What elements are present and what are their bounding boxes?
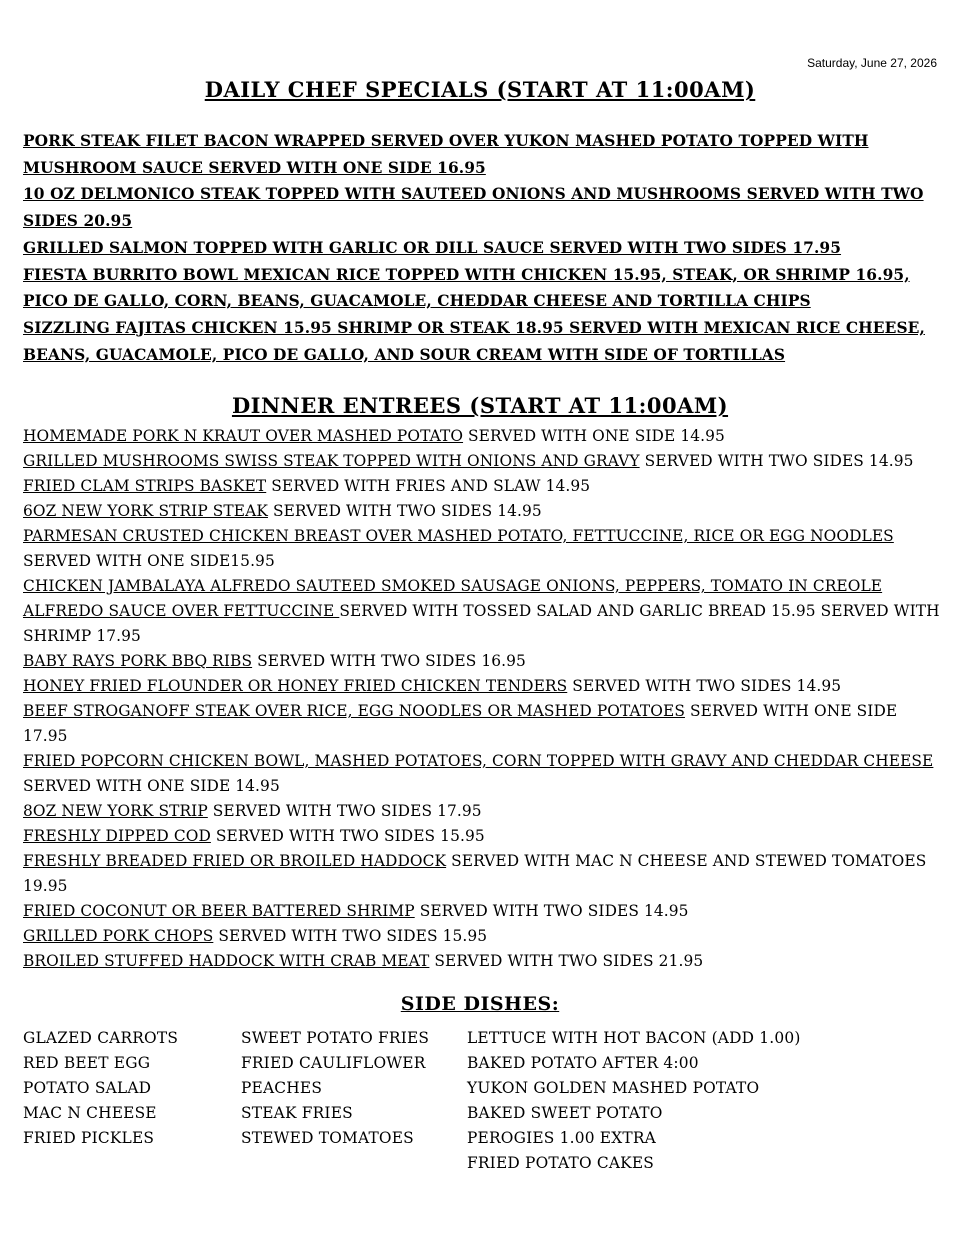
entree-detail: SERVED WITH TWO SIDES 14.95 <box>567 677 842 695</box>
entree-name: GRILLED PORK CHOPS <box>23 927 214 945</box>
entree-item <box>23 474 943 499</box>
side-item: POTATO SALAD <box>23 1079 152 1097</box>
specials-list <box>23 128 938 368</box>
entree-detail: SERVED WITH TOSSED SALAD AND GARLIC BREAD 15.95 SERVED WITH SHRIMP 17.95 <box>23 602 940 645</box>
entree-detail: SERVED WITH TWO SIDES 15.95 <box>213 927 488 945</box>
entree-detail: SERVED WITH TWO SIDES 15.95 <box>210 827 485 845</box>
sides-column-2 <box>241 1026 429 1151</box>
entree-item <box>23 424 943 449</box>
entree-item <box>23 574 943 649</box>
side-item: PEROGIES 1.00 EXTRA <box>467 1129 656 1147</box>
entree-item <box>23 749 943 799</box>
side-item: FRIED CAULIFLOWER <box>241 1054 426 1072</box>
special-item <box>23 128 938 181</box>
entrees-heading: DINNER ENTREES (START AT 11:00AM) <box>231 393 729 418</box>
entree-name: BABY RAYS PORK BBQ RIBS <box>23 652 253 670</box>
entree-name: FRESHLY BREADED FRIED OR BROILED HADDOCK <box>23 852 447 870</box>
side-item: BAKED POTATO AFTER 4:00 <box>467 1054 699 1072</box>
entree-item <box>23 449 943 474</box>
entree-detail: SERVED WITH TWO SIDES 14.95 <box>414 902 689 920</box>
side-item: MAC N CHEESE <box>23 1104 157 1122</box>
side-item: LETTUCE WITH HOT BACON (ADD 1.00) <box>467 1029 801 1047</box>
special-name: FIESTA BURRITO BOWL <box>23 265 239 284</box>
side-item: BAKED SWEET POTATO <box>467 1104 663 1122</box>
entree-detail: SERVED WITH TWO SIDES 16.95 <box>252 652 526 670</box>
entree-detail: SERVED WITH TWO SIDES 21.95 <box>429 952 704 970</box>
special-name: GRILLED SALMON TOPPED WITH GARLIC OR DILL SAUCE SERVED WITH TWO SIDES 17.95 <box>23 238 842 257</box>
entree-detail: SERVED WITH ONE SIDE15.95 <box>23 552 275 570</box>
side-item: PEACHES <box>241 1079 323 1097</box>
special-name: 10 OZ DELMONICO STEAK TOPPED WITH SAUTEED ONIONS AND MUSHROOMS SERVED WITH TWO SIDES 20.95 <box>23 185 924 231</box>
side-item: STEAK FRIES <box>241 1104 353 1122</box>
entree-detail: SERVED WITH TWO SIDES 14.95 <box>639 452 914 470</box>
entree-item <box>23 674 943 699</box>
sides-column-1 <box>23 1026 178 1151</box>
entree-name: 8OZ NEW YORK STRIP <box>23 802 208 820</box>
entree-item <box>23 949 943 974</box>
entree-detail: SERVED WITH ONE SIDE 17.95 <box>23 702 898 745</box>
entree-detail: SERVED WITH TWO SIDES 17.95 <box>207 802 482 820</box>
special-name: SIZZLING FAJITAS CHICKEN 15.95 SHRIMP OR STEAK 18.95 SERVED WITH MEXICAN RICE CHEESE, BEANS, GUACAMOLE, PICO DE GALLO, AND SOUR CREAM WITH SIDE OF TORTILLAS <box>23 318 925 364</box>
entree-name: GRILLED MUSHROOMS SWISS STEAK TOPPED WITH ONIONS AND GRAVY <box>23 452 640 470</box>
entree-item <box>23 499 943 524</box>
entree-item <box>23 924 943 949</box>
side-item: STEWED TOMATOES <box>241 1129 414 1147</box>
entree-name: FRIED POPCORN CHICKEN BOWL, MASHED POTATOES, CORN TOPPED WITH GRAVY AND CHEDDAR CHEESE <box>23 752 934 770</box>
entree-detail: SERVED WITH FRIES AND SLAW 14.95 <box>266 477 591 495</box>
entree-item <box>23 899 943 924</box>
side-item: SWEET POTATO FRIES <box>241 1029 430 1047</box>
entree-detail: SERVED WITH MAC N CHEESE AND STEWED TOMATOES 19.95 <box>23 852 927 895</box>
special-name: PORK STEAK FILET BACON WRAPPED SERVED OVER YUKON MASHED POTATO TOPPED WITH MUSHROOM SAUCE SERVED WITH ONE SIDE 16.95 <box>23 132 869 177</box>
entree-name: CHICKEN JAMBALAYA ALFREDO SAUTEED SMOKED SAUSAGE ONIONS, PEPPERS, TOMATO IN CREOLE ALFREDO SAUCE OVER FETTUCCINE <box>23 577 883 620</box>
special-item <box>23 262 938 315</box>
entree-name: FRIED CLAM STRIPS BASKET <box>23 477 267 495</box>
special-item <box>23 315 938 368</box>
sides-grid <box>23 1026 943 1176</box>
entree-name: HOMEMADE PORK N KRAUT OVER MASHED POTATO <box>23 427 464 445</box>
entree-name: BEEF STROGANOFF STEAK OVER RICE, EGG NOODLES OR MASHED POTATOES <box>23 702 685 720</box>
entree-detail: SERVED WITH ONE SIDE 14.95 <box>463 427 725 445</box>
entree-item <box>23 649 943 674</box>
entree-item <box>23 799 943 824</box>
entree-name: PARMESAN CRUSTED CHICKEN BREAST OVER MASHED POTATO, FETTUCCINE, RICE OR EGG NOODLES <box>23 527 894 545</box>
entree-name: BROILED STUFFED HADDOCK WITH CRAB MEAT <box>23 952 430 970</box>
special-detail: MEXICAN RICE TOPPED WITH CHICKEN 15.95, STEAK, OR SHRIMP 16.95, PICO DE GALLO, CORN, BEANS, GUACAMOLE, CHEDDAR CHEESE AND TORTILLA CHIPS <box>23 265 910 311</box>
special-item <box>23 181 938 234</box>
entree-name: FRESHLY DIPPED COD <box>23 827 211 845</box>
side-item: FRIED PICKLES <box>23 1129 155 1147</box>
entree-item <box>23 699 943 749</box>
special-item <box>23 235 938 262</box>
date-stamp: Saturday, June 27, 2026 <box>807 56 937 70</box>
specials-heading: DAILY CHEF SPECIALS (START AT 11:00AM) <box>204 77 756 102</box>
entrees-list <box>23 424 943 974</box>
side-item: FRIED POTATO CAKES <box>467 1154 655 1172</box>
entree-name: FRIED COCONUT OR BEER BATTERED SHRIMP <box>23 902 415 920</box>
entree-detail: SERVED WITH ONE SIDE 14.95 <box>23 777 280 795</box>
entree-detail: SERVED WITH TWO SIDES 14.95 <box>267 502 542 520</box>
side-item: GLAZED CARROTS <box>23 1029 179 1047</box>
entree-item <box>23 824 943 849</box>
entree-name: HONEY FRIED FLOUNDER OR HONEY FRIED CHICKEN TENDERS <box>23 677 568 695</box>
entree-name: 6OZ NEW YORK STRIP STEAK <box>23 502 268 520</box>
sides-column-3 <box>467 1026 801 1176</box>
side-item: YUKON GOLDEN MASHED POTATO <box>467 1079 760 1097</box>
entree-item <box>23 849 943 899</box>
entree-item <box>23 524 943 574</box>
side-item: RED BEET EGG <box>23 1054 151 1072</box>
sides-heading: SIDE DISHES: <box>400 993 560 1015</box>
